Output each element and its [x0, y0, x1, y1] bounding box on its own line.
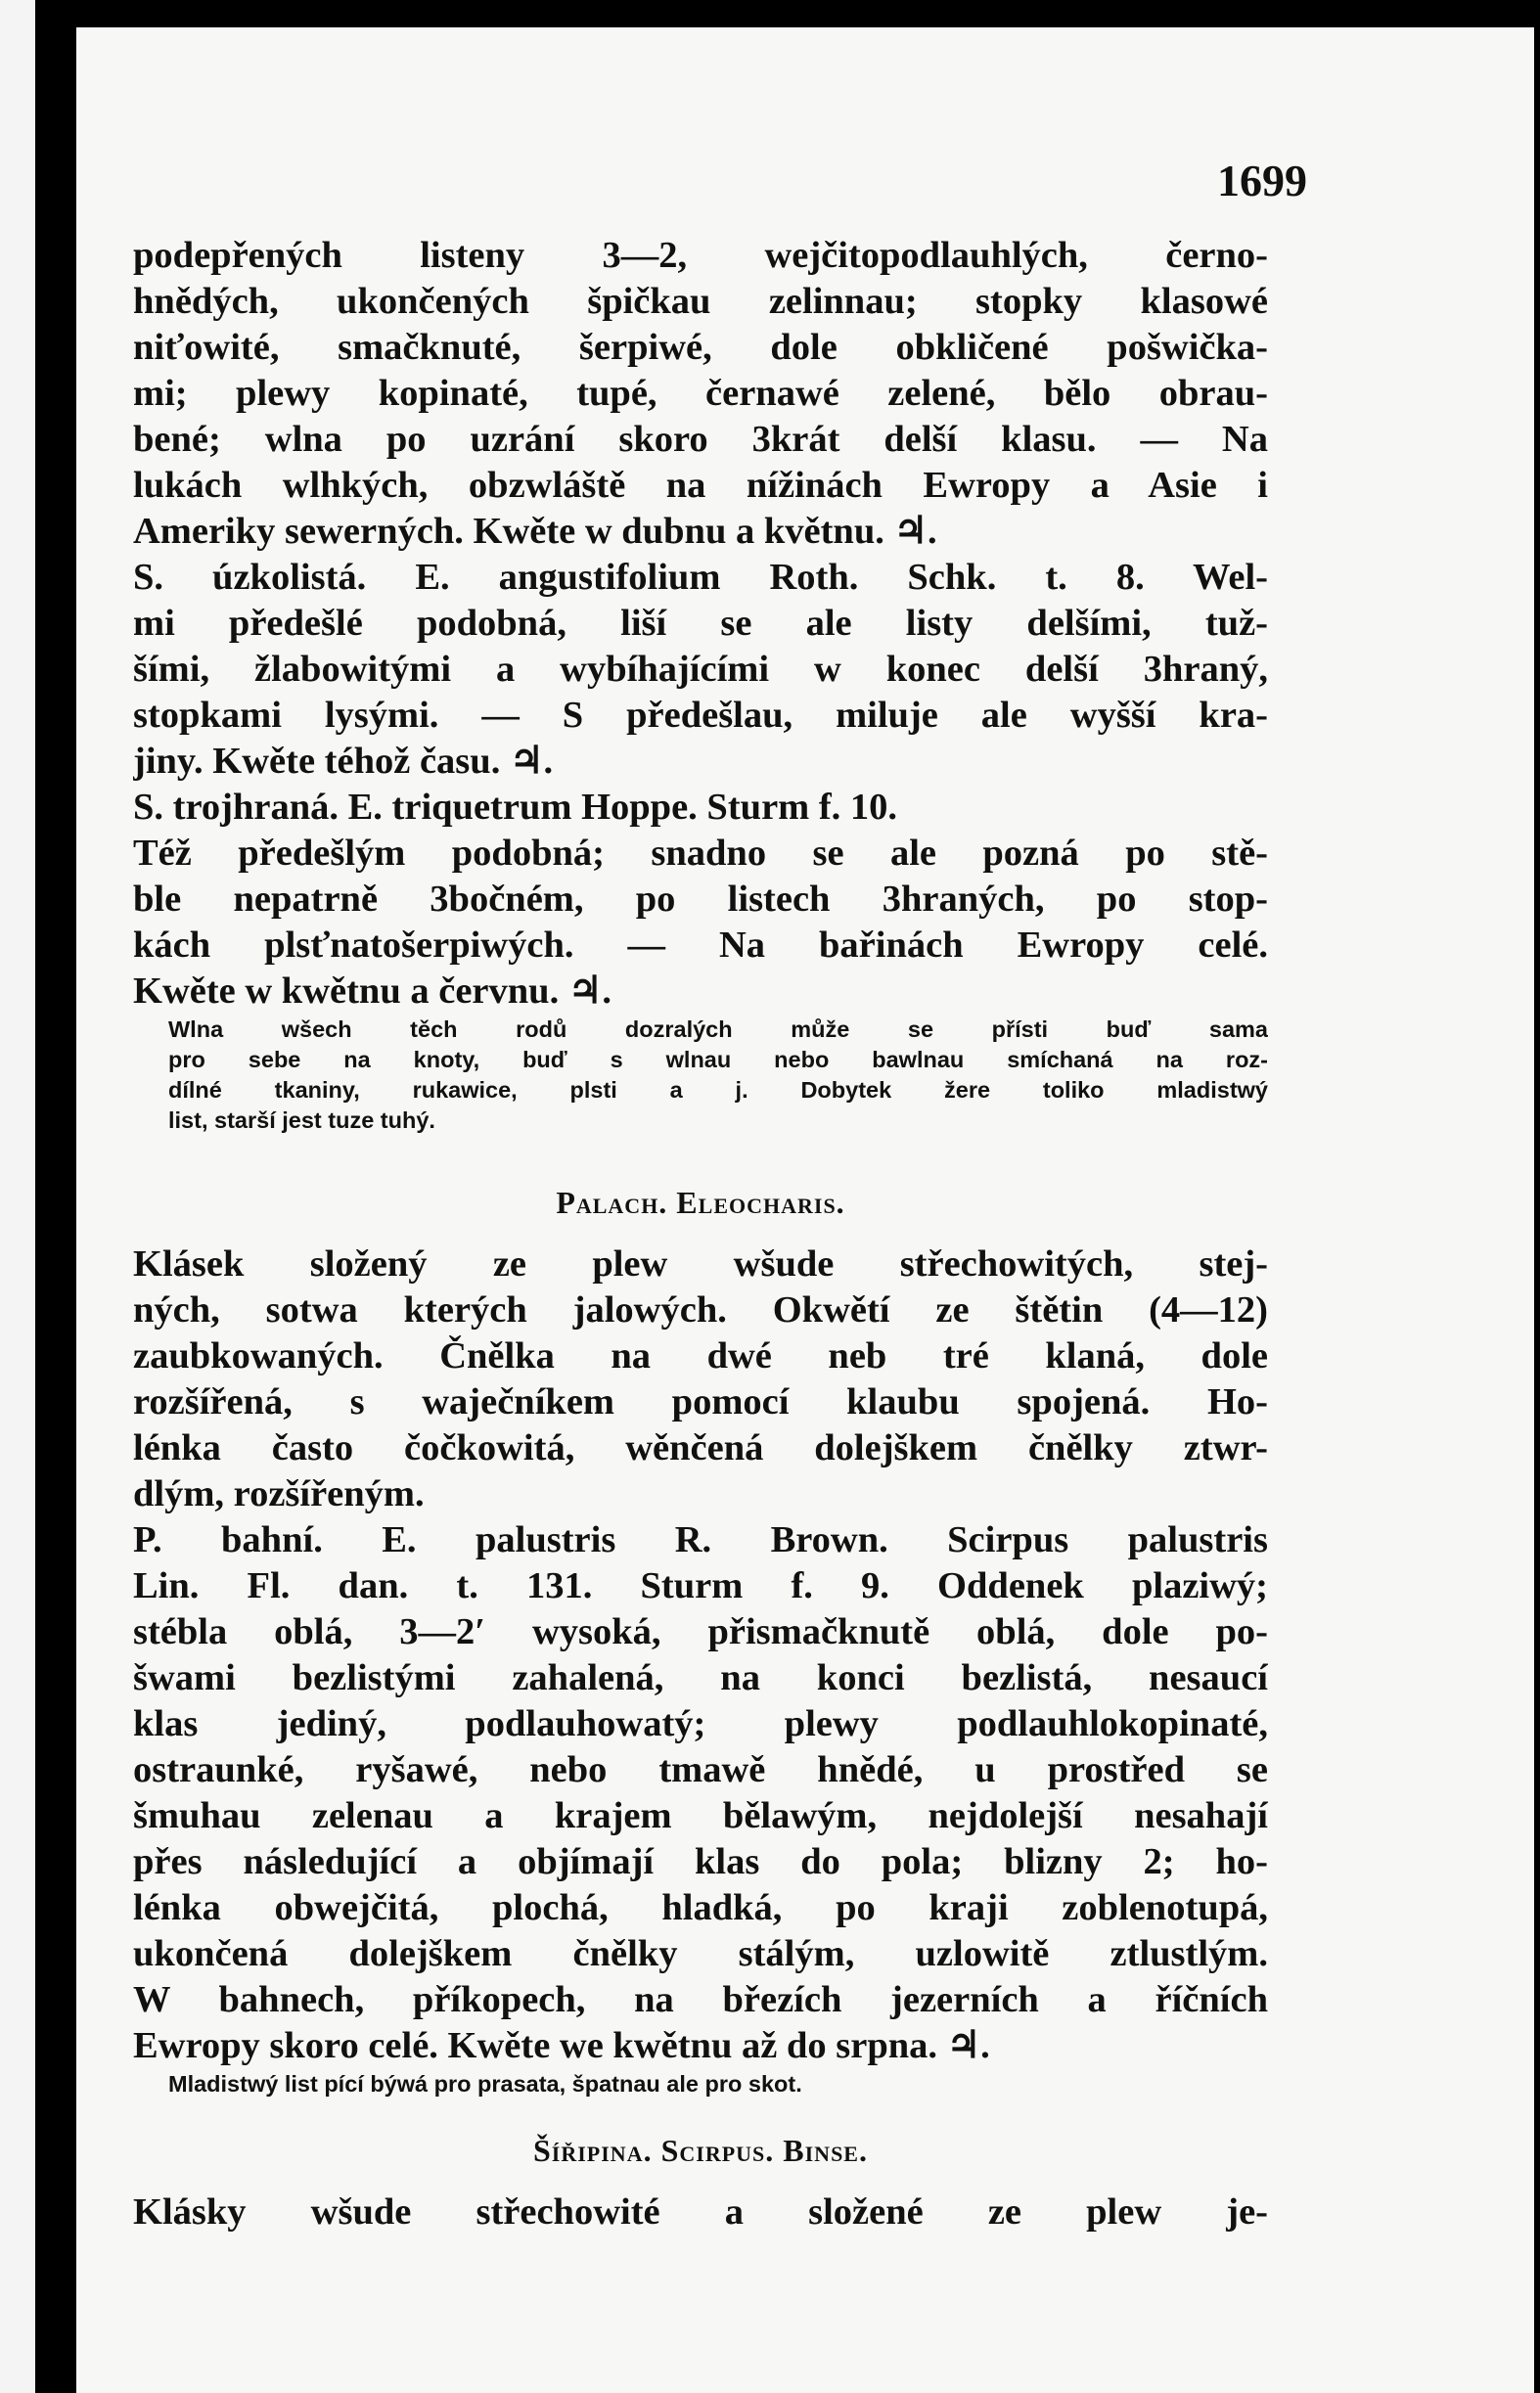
text-line: ostraunké, ryšawé, nebo tmawě hnědé, u prostřed se: [133, 1749, 1268, 1790]
text-line: ukončená dolejškem čnělky stálým, uzlowitě ztlustlým.: [133, 1933, 1268, 1974]
spacer: [133, 2100, 1268, 2111]
text-line: Lin. Fl. dan. t. 131. Sturm f. 9. Oddenek plaziwý;: [133, 1565, 1268, 1606]
text-line: hnědých, ukončených špičkau zelinnau; stopky klasowé: [133, 281, 1268, 322]
text-line: Ameriky sewerných. Kwěte w dubnu a květnu. ♃.: [133, 511, 937, 552]
text-line: stopkami lysými. — S předešlau, miluje ale wyšší kra-: [133, 695, 1268, 736]
footnote-1: [133, 1015, 1268, 1136]
text-line: lukách wlhkých, obzwláště na nížinách Ewropy a Asie i: [133, 465, 1268, 506]
text-line: lénka často čočkowitá, wěnčená dolejškem čnělky ztwr-: [133, 1427, 1268, 1468]
page-number: 1699: [1217, 156, 1307, 205]
genus-heading-palach: Palach. Eleocharis.: [556, 1185, 845, 1220]
spacer: [133, 1136, 1268, 1163]
text-line: šwami bezlistými zahalená, na konci bezlistá, nesaucí: [133, 1657, 1268, 1698]
genus-heading-siripina: Šířipina. Scirpus. Binse.: [533, 2133, 868, 2168]
text-line: Kwěte w kwětnu a červnu. ♃.: [133, 971, 611, 1012]
text-line: P. bahní. E. palustris R. Brown. Scirpus palustris: [133, 1519, 1268, 1560]
text-line: kách plsťnatošerpiwých. — Na bařinách Ewropy celé.: [133, 925, 1268, 966]
text-line: jiny. Kwěte téhož času. ♃.: [133, 741, 554, 782]
note-line: Wlna wšech těch rodů dozralých může se přísti buď sama: [168, 1016, 1268, 1042]
text-line: S. trojhraná. E. triquetrum Hoppe. Sturm f. 10.: [133, 787, 898, 828]
text-line: mi předešlé podobná, liší se ale listy delšími, tuž-: [133, 603, 1268, 644]
page-text: [133, 233, 1268, 2235]
text-line: W bahnech, příkopech, na březích jezerních a říčních: [133, 1979, 1268, 2020]
note-line: list, starší jest tuze tuhý.: [168, 1107, 435, 1133]
text-line: stébla oblá, 3—2′ wysoká, přismačknutě oblá, dole po-: [133, 1611, 1268, 1652]
footnote-2: [133, 2069, 1268, 2100]
text-line: zaubkowaných. Čnělka na dwé neb tré klaná, dole: [133, 1335, 1268, 1377]
paragraph-block-3: [133, 2190, 1268, 2235]
text-line: klas jediný, podlauhowatý; plewy podlauhlokopinaté,: [133, 1703, 1268, 1744]
text-line: S. úzkolistá. E. angustifolium Roth. Schk. t. 8. Wel-: [133, 557, 1268, 598]
text-line: lénka obwejčitá, plochá, hladká, po kraji zoblenotupá,: [133, 1887, 1268, 1928]
text-line: dlým, rozšířeným.: [133, 1473, 425, 1514]
text-line: Též předešlým podobná; snadno se ale pozná po stě-: [133, 833, 1268, 874]
text-line: šími, žlabowitými a wybíhajícími w konec delší 3hraný,: [133, 649, 1268, 690]
paragraph-block-1: [133, 233, 1268, 1015]
book-page: [76, 27, 1534, 2393]
text-line: ble nepatrně 3bočném, po listech 3hraných, po stop-: [133, 879, 1268, 920]
note-line: Mladistwý list pící býwá pro prasata, špatnau ale pro skot.: [168, 2071, 802, 2097]
text-line: Klásky wšude střechowité a složené ze plew je-: [133, 2191, 1268, 2233]
note-line: dílné tkaniny, rukawice, plsti a j. Dobytek žere toliko mladistwý: [168, 1077, 1268, 1103]
scan-margin: [0, 0, 35, 2393]
text-line: bené; wlna po uzrání skoro 3krát delší klasu. — Na: [133, 419, 1268, 460]
text-line: přes následující a objímají klas do pola; blizny 2; ho-: [133, 1841, 1268, 1882]
text-line: niťowité, smačknuté, šerpiwé, dole obkličené pošwička-: [133, 327, 1268, 368]
text-line: Ewropy skoro celé. Kwěte we kwětnu až do srpna. ♃.: [133, 2025, 990, 2066]
text-line: šmuhau zelenau a krajem bělawým, nejdolejší nesahají: [133, 1795, 1268, 1836]
text-line: ných, sotwa kterých jalowých. Okwětí ze štětin (4—12): [133, 1289, 1268, 1331]
text-line: rozšířená, s waječníkem pomocí klaubu spojená. Ho-: [133, 1381, 1268, 1422]
text-line: Klásek složený ze plew wšude střechowitých, stej-: [133, 1243, 1268, 1285]
paragraph-block-2: [133, 1242, 1268, 2069]
text-line: mi; plewy kopinaté, tupé, černawé zelené, bělo obrau-: [133, 373, 1268, 414]
note-line: pro sebe na knoty, buď s wlnau nebo bawlnau smíchaná na roz-: [168, 1047, 1268, 1072]
text-line: podepřených listeny 3—2, wejčitopodlauhlých, černo-: [133, 235, 1268, 276]
